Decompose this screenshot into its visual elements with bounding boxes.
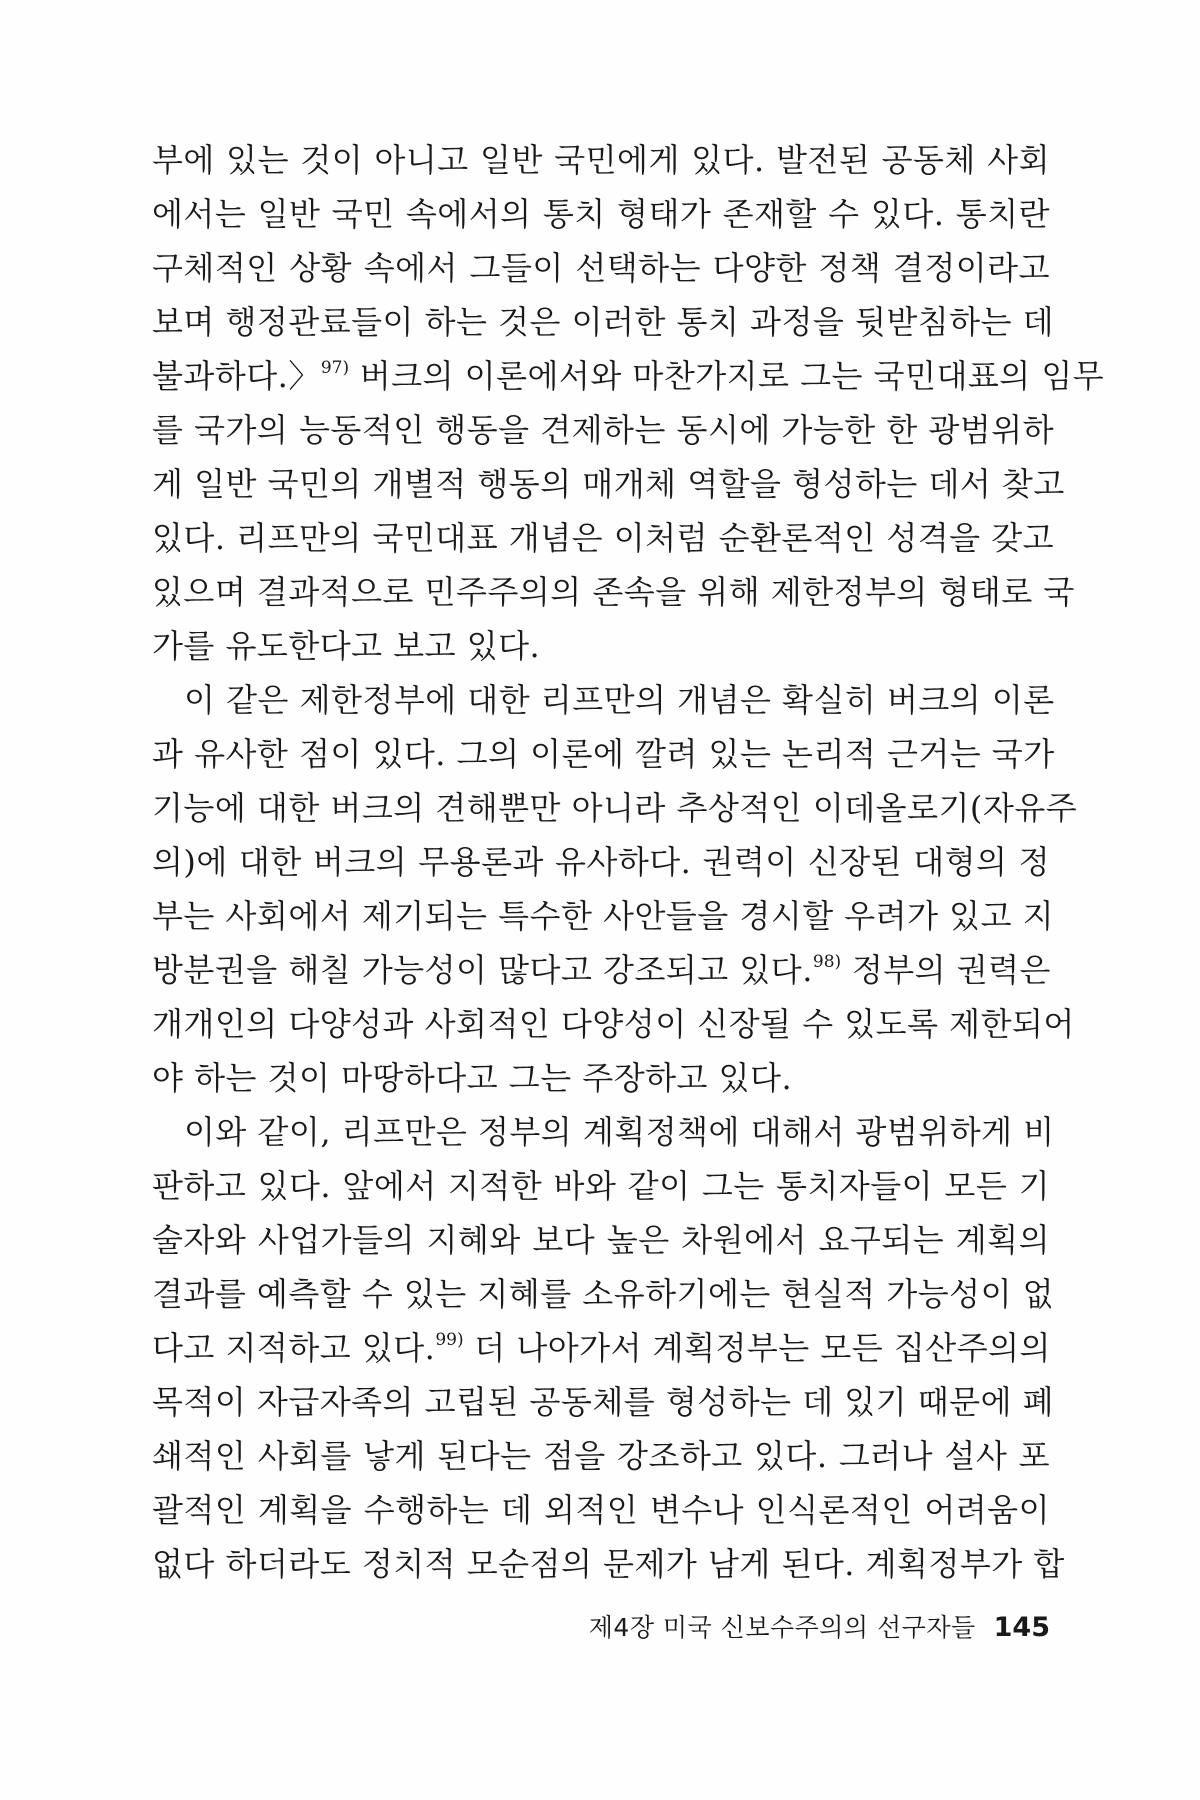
line-segment: 더 나아가서 계획정부는 모든 집산주의의: [463, 1329, 1051, 1367]
footnote-marker: 97): [320, 358, 350, 378]
text-line: 부에 있는 것이 아니고 일반 국민에게 있다. 발전된 공동체 사회: [152, 141, 1050, 179]
line-segment: 버크의 이론에서와 마찬가지로 그는 국민대표의 임무: [349, 357, 1105, 395]
text-line: 이와 같이, 리프만은 정부의 계획정책에 대해서 광범위하게 비: [184, 1113, 1055, 1151]
text-line: 에서는 일반 국민 속에서의 통치 형태가 존재할 수 있다. 통치란: [152, 195, 1050, 233]
footnote-marker: 98): [812, 952, 842, 972]
text-line: 부는 사회에서 제기되는 특수한 사안들을 경시할 우려가 있고 지: [152, 897, 1055, 935]
text-line: 괄적인 계획을 수행하는 데 외적인 변수나 인식론적인 어려움이: [152, 1491, 1050, 1529]
text-line: 기능에 대한 버크의 견해뿐만 아니라 추상적인 이데올로기(자유주: [152, 789, 1078, 827]
text-line: 목적이 자급자족의 고립된 공동체를 형성하는 데 있기 때문에 폐: [152, 1383, 1055, 1421]
paragraph: [152, 673, 1078, 1105]
text-line: 가를 유도한다고 보고 있다.: [152, 627, 541, 665]
text-line: [152, 1321, 1050, 1375]
text-line: 판하고 있다. 앞에서 지적한 바와 같이 그는 통치자들이 모든 기: [152, 1167, 1050, 1205]
text-line: 술자와 사업가들의 지혜와 보다 높은 차원에서 요구되는 계획의: [152, 1221, 1050, 1259]
text-line: 이 같은 제한정부에 대한 리프만의 개념은 확실히 버크의 이론: [184, 681, 1055, 719]
text-line: 야 하는 것이 마땅하다고 그는 주장하고 있다.: [152, 1059, 793, 1097]
running-footer: [589, 1606, 1050, 1650]
chapter-title: 제4장 미국 신보수주의의 선구자들: [588, 1613, 976, 1642]
text-line: [152, 349, 1105, 403]
text-line: 결과를 예측할 수 있는 지혜를 소유하기에는 현실적 가능성이 없: [152, 1275, 1055, 1313]
text-line: 를 국가의 능동적인 행동을 견제하는 동시에 가능한 한 광범위하: [152, 411, 1055, 449]
page-number: 145: [993, 1612, 1050, 1643]
body-text: [152, 133, 1105, 1591]
text-line: 보며 행정관료들이 하는 것은 이러한 통치 과정을 뒷받침하는 데: [152, 303, 1055, 341]
line-segment: 정부의 권력은: [841, 951, 1051, 989]
footnote-marker: 99): [435, 1330, 464, 1350]
text-line: 게 일반 국민의 개별적 행동의 매개체 역할을 형성하는 데서 찾고: [152, 465, 1065, 503]
line-segment: 다고 지적하고 있다.: [152, 1329, 436, 1367]
text-line: [152, 943, 1050, 997]
line-segment: 방분권을 해칠 가능성이 많다고 강조되고 있다.: [152, 951, 813, 989]
text-line: 구체적인 상황 속에서 그들이 선택하는 다양한 정책 결정이라고: [152, 249, 1050, 287]
text-line: 쇄적인 사회를 낳게 된다는 점을 강조하고 있다. 그러나 설사 포: [152, 1437, 1050, 1475]
text-line: 없다 하더라도 정치적 모순점의 문제가 남게 된다. 계획정부가 합: [152, 1545, 1065, 1583]
text-line: 의)에 대한 버크의 무용론과 유사하다. 권력이 신장된 대형의 정: [152, 843, 1050, 881]
text-line: 개개인의 다양성과 사회적인 다양성이 신장될 수 있도록 제한되어: [152, 1005, 1075, 1043]
text-line: 과 유사한 점이 있다. 그의 이론에 깔려 있는 논리적 근거는 국가: [152, 735, 1055, 773]
paragraph: [152, 1105, 1065, 1591]
text-line: 있다. 리프만의 국민대표 개념은 이처럼 순환론적인 성격을 갖고: [152, 519, 1055, 557]
text-line: 있으며 결과적으로 민주주의의 존속을 위해 제한정부의 형태로 국: [152, 573, 1075, 611]
line-segment: 불과하다.〉: [152, 357, 321, 395]
paragraph: [152, 133, 1105, 673]
